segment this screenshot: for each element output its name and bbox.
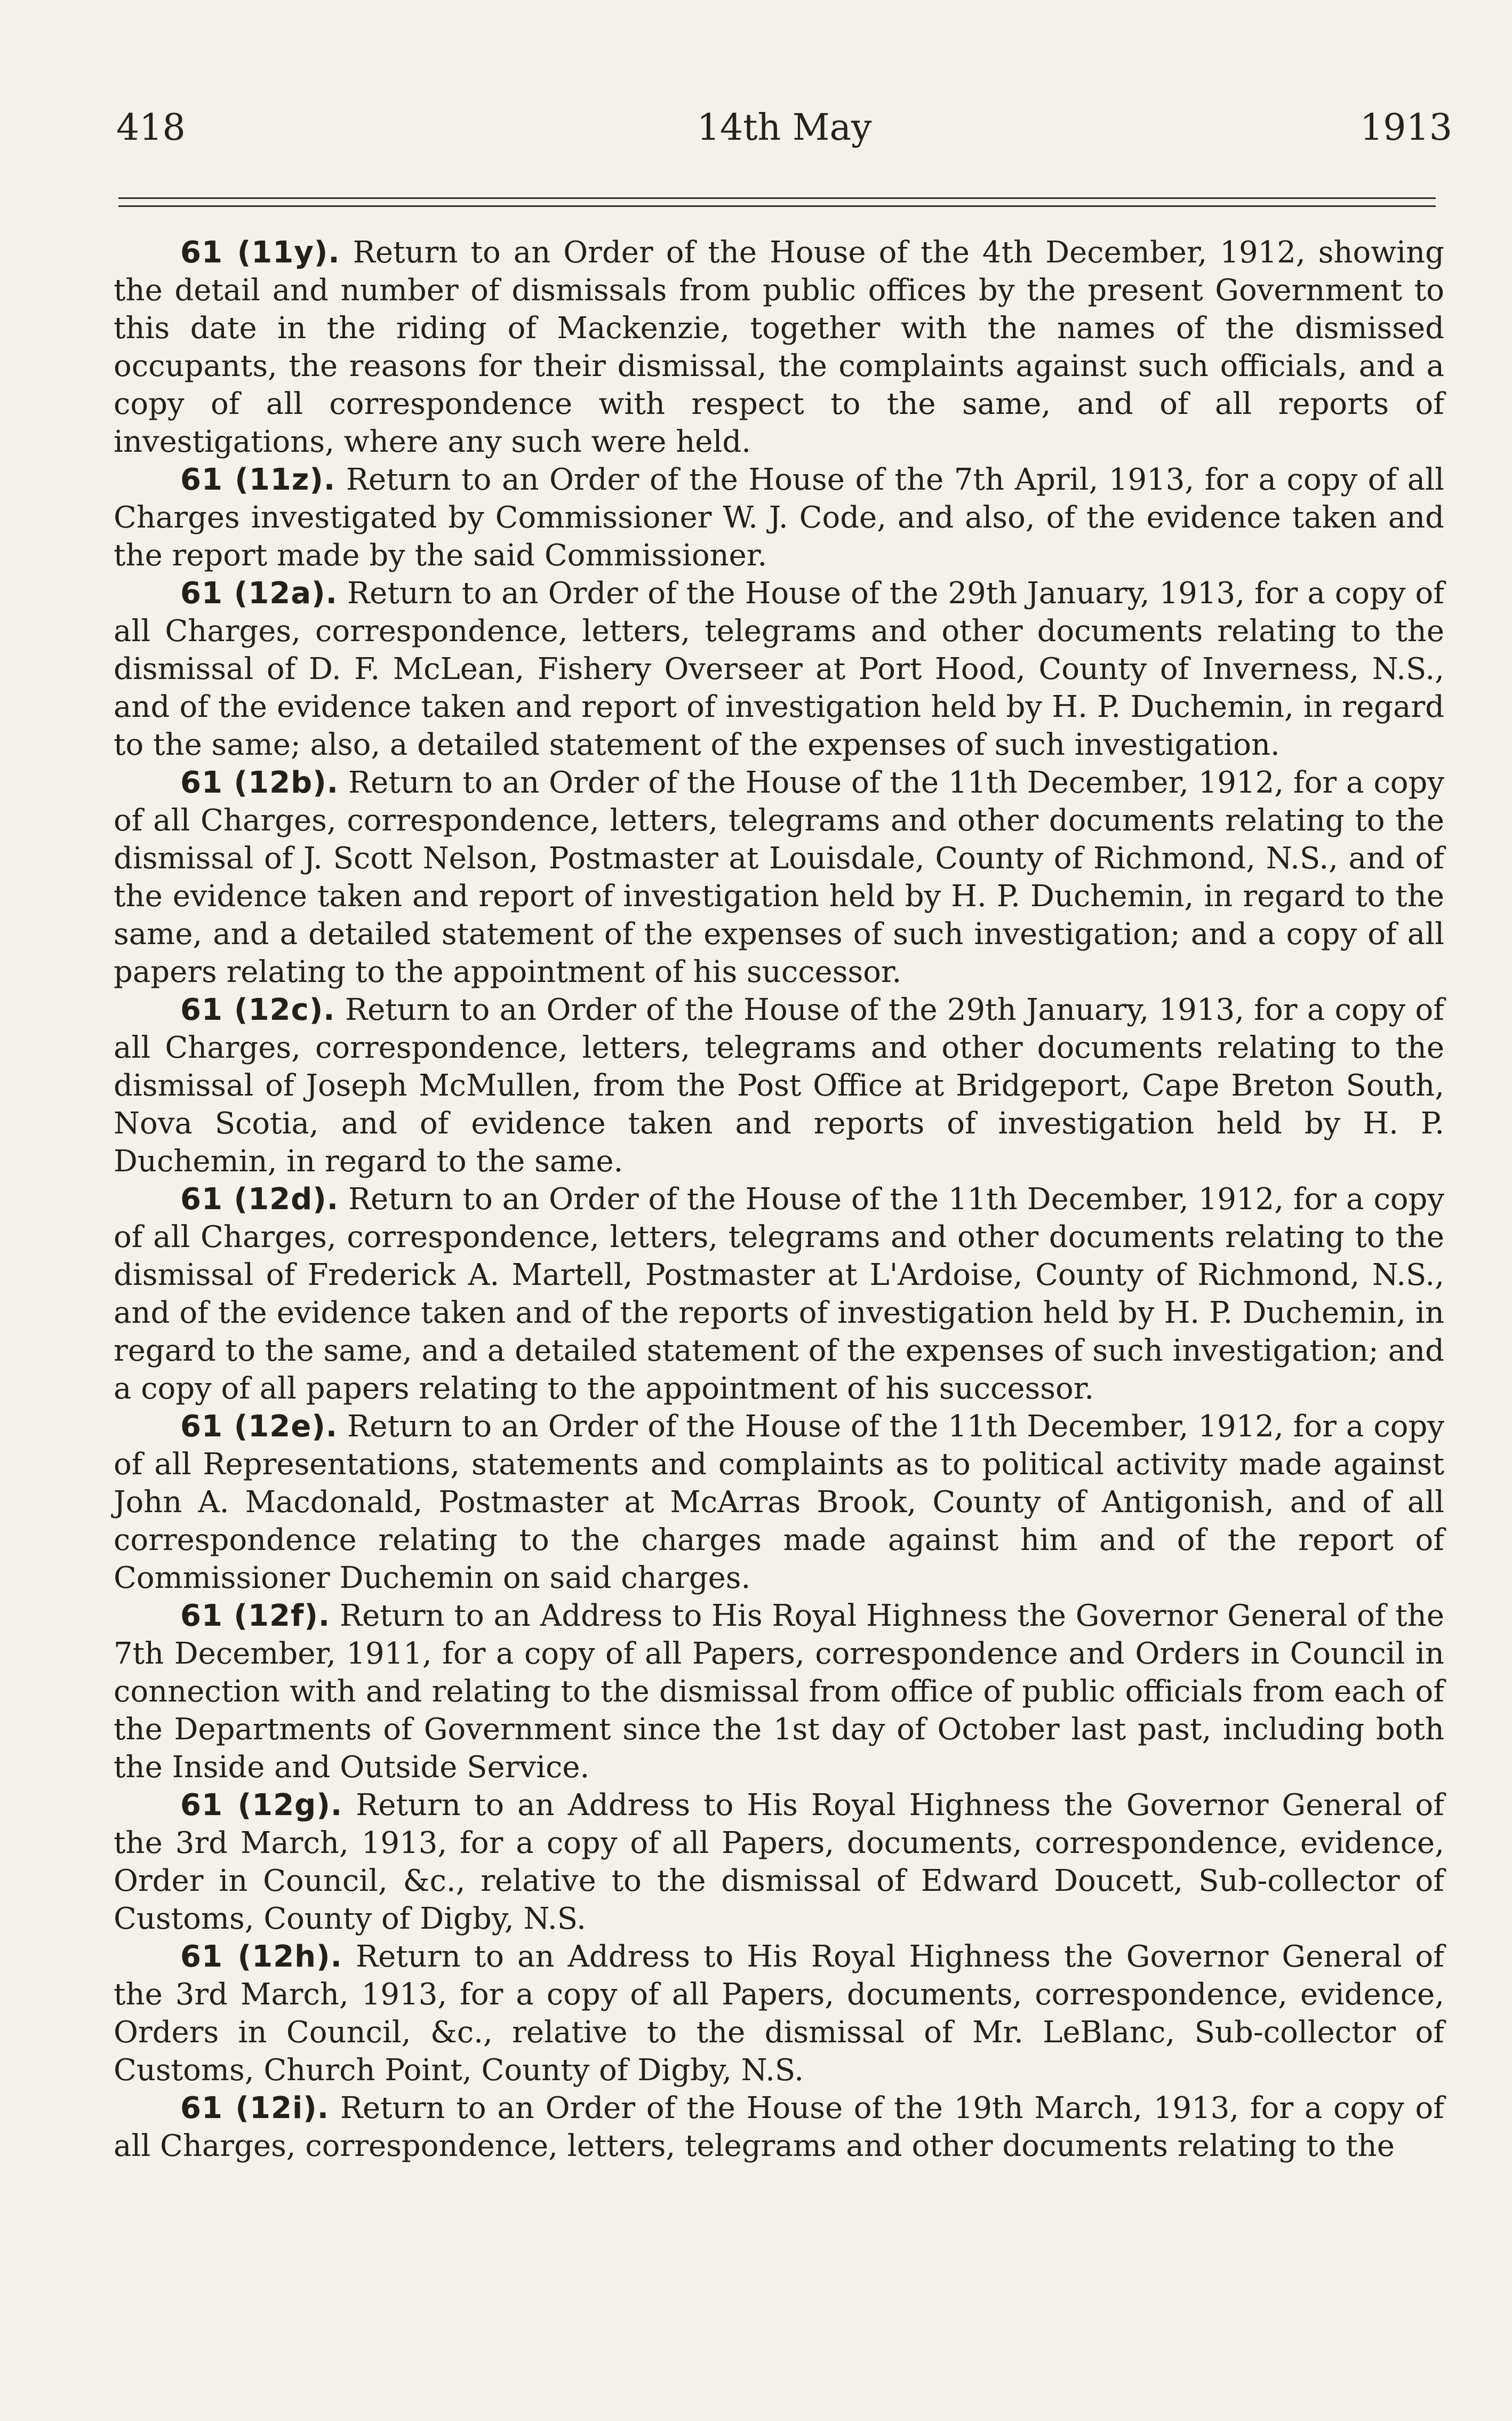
entry-61-11z bbox=[114, 461, 1444, 574]
header-date: 14th May bbox=[697, 107, 872, 149]
entry-text: Return to an Address to His Royal Highness the Governor General of the 3rd March, 1913, for a copy of all Papers, documents, correspondence, evidence, Orders in Council, &c., relative to the dismissal of Mr. LeBlanc, Sub-collector of Customs, Church Point, County of Digby, N.S. bbox=[114, 1939, 1444, 2088]
entry-number: 61 (12a). bbox=[180, 576, 338, 611]
entries-list bbox=[114, 234, 1444, 2165]
entry-number: 61 (12i). bbox=[180, 2091, 330, 2126]
entry-text: Return to an Order of the House of the 11th December, 1912, for a copy of all Charges, correspondence, letters, telegrams and other documents relating to the dismissal of Frederick A. Martell, Postmaster at L'Ardoise, County of Richmond, N.S., and of the evidence taken and of the reports of investigation held by H. P. Duchemin, in regard to the same, and a detailed statement of the expenses of such investigation; and a copy of all papers relating to the appointment of his successor. bbox=[114, 1182, 1445, 1406]
entry-61-12b bbox=[114, 764, 1444, 991]
entry-text: Return to an Order of the House of the 11th December, 1912, for a copy of all Representations, statements and complaints as to political activity made against John A. Macdonald, Postmaster at McArras Brook, County of Antigonish, and of all correspondence relating to the charges made against him and of the report of Commissioner Duchemin on said charges. bbox=[114, 1409, 1445, 1595]
entry-61-12c bbox=[114, 991, 1444, 1180]
header-year: 1913 bbox=[1359, 107, 1452, 149]
entry-61-12h bbox=[114, 1938, 1444, 2089]
entry-61-11y bbox=[114, 234, 1444, 461]
page-number: 418 bbox=[116, 107, 186, 149]
entry-61-12g bbox=[114, 1786, 1444, 1938]
entry-text: Return to an Order of the House of the 29th January, 1913, for a copy of all Charges, correspondence, letters, telegrams and other documents relating to the dismissal of Joseph McMullen, from the Post Office at Bridgeport, Cape Breton South, Nova Scotia, and of evidence taken and reports of investigation held by H. P. Duchemin, in regard to the same. bbox=[114, 993, 1444, 1179]
entry-number: 61 (12d). bbox=[180, 1182, 339, 1217]
entry-number: 61 (11z). bbox=[180, 462, 336, 497]
entry-number: 61 (12e). bbox=[180, 1409, 338, 1444]
entry-number: 61 (12h). bbox=[180, 1939, 342, 1974]
entry-text: Return to an Address to His Royal Highness the Governor General of the 7th December, 1911, for a copy of all Papers, correspondence and Orders in Council in connection with and relating to the dismissal from office of public officials from each of the Departments of Government since the 1st day of October last past, including both the Inside and Outside Service. bbox=[114, 1599, 1444, 1785]
entry-text: Return to an Order of the House of the 4th December, 1912, showing the detail and number of dismissals from public offices by the present Government to this date in the riding of Mackenzie, together with the names of the dismissed occupants, the reasons for their dismissal, the complaints against such officials, and a copy of all correspondence with respect to the same, and of all reports of investigations, where any such were held. bbox=[114, 235, 1444, 459]
entry-61-12f bbox=[114, 1597, 1444, 1786]
entry-text: Return to an Order of the House of the 7th April, 1913, for a copy of all Charges investigated by Commissioner W. J. Code, and also, of the evidence taken and the report made by the said Commissioner. bbox=[114, 462, 1445, 573]
header-rule-bottom bbox=[118, 205, 1436, 207]
entry-number: 61 (12b). bbox=[180, 765, 339, 800]
entry-61-12d bbox=[114, 1180, 1444, 1408]
entry-text: Return to an Order of the House of the 11th December, 1912, for a copy of all Charges, correspondence, letters, telegrams and other documents relating to the dismissal of J. Scott Nelson, Postmaster at Louisdale, County of Richmond, N.S., and of the evidence taken and report of investigation held by H. P. Duchemin, in regard to the same, and a detailed statement of the expenses of such investigation; and a copy of all papers relating to the appointment of his successor. bbox=[114, 765, 1445, 989]
entry-number: 61 (12c). bbox=[180, 993, 335, 1027]
header-rule-top bbox=[118, 197, 1436, 199]
entry-text: Return to an Order of the House of the 29th January, 1913, for a copy of all Charges, correspondence, letters, telegrams and other documents relating to the dismissal of D. F. McLean, Fishery Overseer at Port Hood, County of Inverness, N.S., and of the evidence taken and report of investigation held by H. P. Duchemin, in regard to the same; also, a detailed statement of the expenses of such investigation. bbox=[114, 576, 1444, 762]
entry-61-12e bbox=[114, 1408, 1444, 1597]
entry-text: Return to an Order of the House of the 19th March, 1913, for a copy of all Charges, correspondence, letters, telegrams and other documents relating to the bbox=[114, 2091, 1444, 2163]
page-header bbox=[116, 107, 1452, 165]
entry-number: 61 (12g). bbox=[180, 1788, 343, 1823]
entry-number: 61 (12f). bbox=[180, 1599, 331, 1633]
entry-61-12a bbox=[114, 574, 1444, 764]
entry-61-12i bbox=[114, 2089, 1444, 2165]
entry-number: 61 (11y). bbox=[180, 235, 340, 270]
entry-text: Return to an Address to His Royal Highness the Governor General of the 3rd March, 1913, for a copy of all Papers, documents, correspondence, evidence, Order in Council, &c., relative to the dismissal of Edward Doucett, Sub-collector of Customs, County of Digby, N.S. bbox=[114, 1788, 1444, 1936]
